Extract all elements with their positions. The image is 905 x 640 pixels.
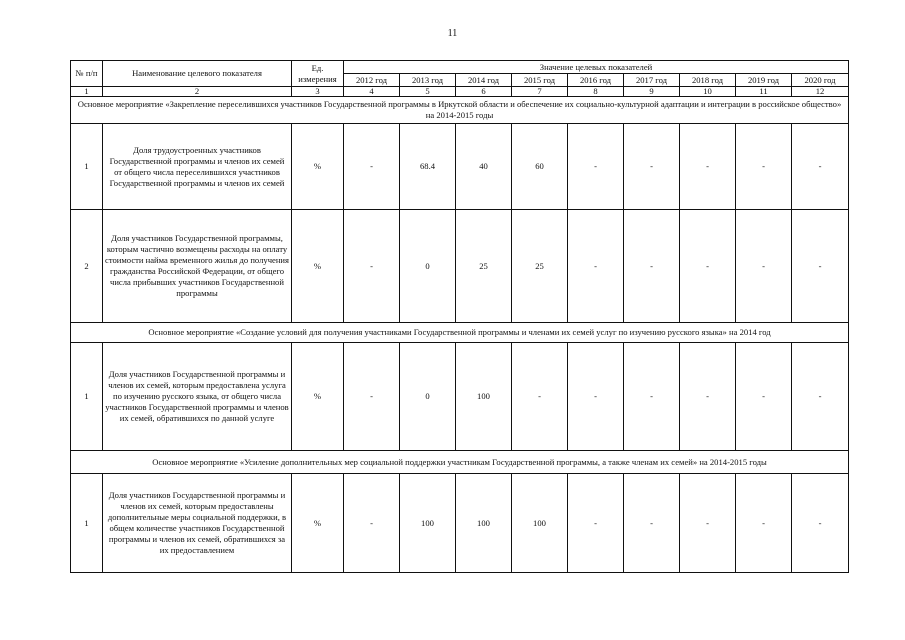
value-cell: - [624, 124, 680, 210]
value-cell: - [624, 210, 680, 323]
column-number: 5 [400, 87, 456, 97]
value-cell: - [624, 343, 680, 451]
value-cell: 0 [400, 210, 456, 323]
value-cell: - [344, 124, 400, 210]
value-cell: 40 [456, 124, 512, 210]
value-cell: - [568, 474, 624, 573]
table-row [71, 210, 849, 323]
value-cell: - [736, 474, 792, 573]
header-year: 2014 год [456, 74, 512, 87]
value-cell: - [344, 343, 400, 451]
value-cell: - [568, 210, 624, 323]
value-cell: - [568, 124, 624, 210]
indicator-name: Доля участников Государственной программы и членов их семей, которым предоставлены дополнительные меры социальной поддержки, в общем количестве участников Государственной программы и членов их семей, обратившихся за их предоставлением [103, 474, 292, 573]
row-num: 1 [71, 124, 103, 210]
value-cell: - [792, 210, 849, 323]
unit-cell: % [292, 124, 344, 210]
page-number: 11 [447, 28, 458, 39]
value-cell: 25 [456, 210, 512, 323]
row-num: 2 [71, 210, 103, 323]
header-year: 2020 год [792, 74, 849, 87]
header-year: 2016 год [568, 74, 624, 87]
value-cell: 60 [512, 124, 568, 210]
section-title: Основное мероприятие «Усиление дополнительных мер социальной поддержки участникам Государственной программы, а также членам их семей» на 2014-2015 годы [71, 451, 849, 474]
value-cell: 100 [456, 343, 512, 451]
value-cell: - [680, 474, 736, 573]
indicator-name: Доля участников Государственной программы, которым частично возмещены расходы на оплату стоимости найма временного жилья до получения гражданства Российской Федерации, от общего числа прибывших участников Государственной программы [103, 210, 292, 323]
column-number: 7 [512, 87, 568, 97]
value-cell: - [736, 124, 792, 210]
row-num: 1 [71, 474, 103, 573]
value-cell: - [344, 210, 400, 323]
value-cell: - [792, 474, 849, 573]
header-unit: Ед. измерения [292, 61, 344, 87]
unit-cell: % [292, 474, 344, 573]
value-cell: 0 [400, 343, 456, 451]
value-cell: - [568, 343, 624, 451]
header-year: 2013 год [400, 74, 456, 87]
header-values: Значение целевых показателей [344, 61, 849, 74]
value-cell: - [680, 124, 736, 210]
column-number: 3 [292, 87, 344, 97]
value-cell: - [792, 343, 849, 451]
value-cell: - [792, 124, 849, 210]
header-year: 2019 год [736, 74, 792, 87]
column-number: 2 [103, 87, 292, 97]
column-number: 9 [624, 87, 680, 97]
header-year: 2015 год [512, 74, 568, 87]
column-number: 6 [456, 87, 512, 97]
column-number: 1 [71, 87, 103, 97]
section-title: Основное мероприятие «Создание условий для получения участниками Государственной программы и членами их семей услуг по изучению русского языка» на 2014 год [71, 323, 849, 343]
value-cell: 68.4 [400, 124, 456, 210]
section-title: Основное мероприятие «Закрепление переселившихся участников Государственной программы в Иркутской области и обеспечение их социально-культурной адаптации и интеграции в российское общество» на 2014-2015 годы [71, 97, 849, 124]
column-number: 10 [680, 87, 736, 97]
indicator-name: Доля участников Государственной программы и членов их семей, которым предоставлена услуга по изучению русского языка, от общего числа участников Государственной программы и членов их семей, обратившихся по данной услуге [103, 343, 292, 451]
row-num: 1 [71, 343, 103, 451]
table-row [71, 124, 849, 210]
unit-cell: % [292, 343, 344, 451]
column-number: 11 [736, 87, 792, 97]
value-cell: - [344, 474, 400, 573]
value-cell: - [624, 474, 680, 573]
table-row [71, 343, 849, 451]
value-cell: - [680, 343, 736, 451]
header-year: 2017 год [624, 74, 680, 87]
value-cell: 25 [512, 210, 568, 323]
value-cell: - [736, 343, 792, 451]
header-name: Наименование целевого показателя [103, 61, 292, 87]
value-cell: - [736, 210, 792, 323]
unit-cell: % [292, 210, 344, 323]
column-number: 12 [792, 87, 849, 97]
value-cell: 100 [512, 474, 568, 573]
value-cell: 100 [400, 474, 456, 573]
column-number: 4 [344, 87, 400, 97]
header-num: № п/п [71, 61, 103, 87]
column-number: 8 [568, 87, 624, 97]
header-year: 2018 год [680, 74, 736, 87]
table-row [71, 474, 849, 573]
value-cell: - [512, 343, 568, 451]
indicators-table [70, 60, 849, 573]
value-cell: 100 [456, 474, 512, 573]
indicator-name: Доля трудоустроенных участников Государственной программы и членов их семей от общего числа переселившихся участников Государственной программы и членов их семей [103, 124, 292, 210]
header-year: 2012 год [344, 74, 400, 87]
value-cell: - [680, 210, 736, 323]
